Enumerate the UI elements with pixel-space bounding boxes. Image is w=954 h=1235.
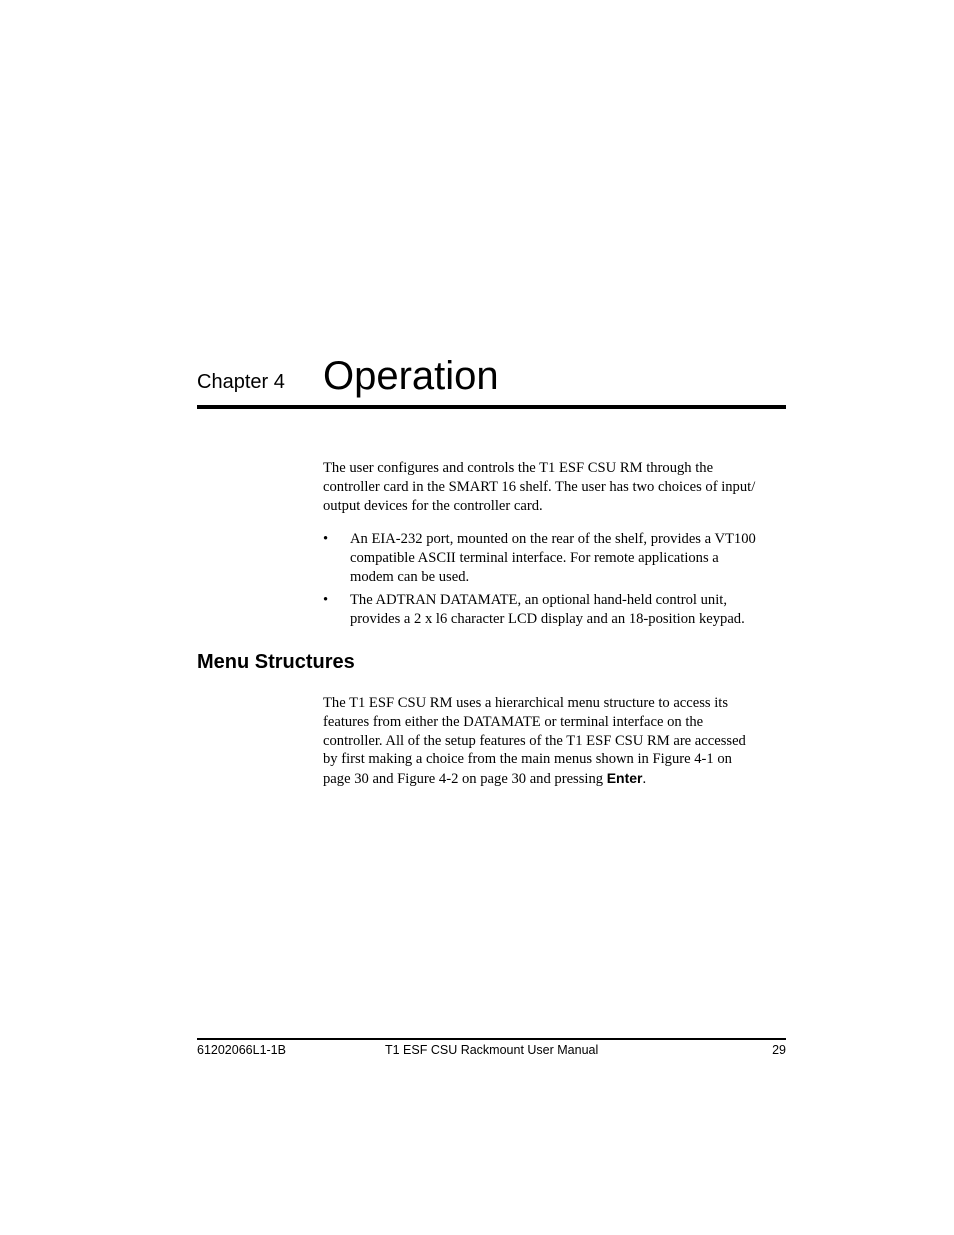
- paragraph-line-suffix: .: [642, 771, 647, 787]
- intro-line: controller card in the SMART 16 shelf. The user has two choices of input/: [323, 478, 756, 495]
- bullet-line: compatible ASCII terminal interface. For remote applications a: [350, 549, 719, 566]
- intro-line: output devices for the controller card.: [323, 497, 543, 514]
- paragraph-line: by first making a choice from the main menus shown in Figure 4-1 on: [323, 751, 732, 768]
- chapter-title: Operation: [323, 354, 499, 398]
- footer-page-number: 29: [772, 1043, 786, 1057]
- bullet-text: [350, 591, 790, 629]
- footer-doc-number: 61202066L1-1B: [197, 1043, 286, 1057]
- bullet-icon: •: [323, 592, 329, 608]
- paragraph-line-prefix: page 30 and Figure 4-2 on page 30 and pressing: [323, 771, 607, 787]
- bullet-line: provides a 2 x l6 character LCD display and an 18-position keypad.: [350, 610, 745, 627]
- bullet-text: [350, 530, 790, 586]
- footer-manual-title: T1 ESF CSU Rackmount User Manual: [385, 1043, 599, 1057]
- footer-divider: [197, 1038, 786, 1040]
- paragraph-line: features from either the DATAMATE or terminal interface on the: [323, 713, 704, 730]
- bullet-line: modem can be used.: [350, 568, 470, 585]
- paragraph-line-last: [323, 769, 788, 789]
- bullet-icon: •: [323, 531, 329, 547]
- paragraph-line: The T1 ESF CSU RM uses a hierarchical menu structure to access its: [323, 695, 729, 711]
- intro-line: The user configures and controls the T1 ESF CSU RM through the: [323, 460, 714, 476]
- paragraph-line: controller. All of the setup features of the T1 ESF CSU RM are accessed: [323, 732, 746, 749]
- menu-structures-paragraph: [323, 694, 788, 789]
- chapter-divider: [197, 405, 786, 409]
- bullet-line: An EIA-232 port, mounted on the rear of the shelf, provides a VT100: [350, 531, 756, 547]
- bullet-line: The ADTRAN DATAMATE, an optional hand-held control unit,: [350, 592, 727, 608]
- intro-paragraph: [323, 459, 788, 515]
- enter-key-label: Enter: [606, 770, 643, 786]
- section-heading: Menu Structures: [197, 651, 355, 673]
- chapter-label: Chapter 4: [197, 371, 285, 393]
